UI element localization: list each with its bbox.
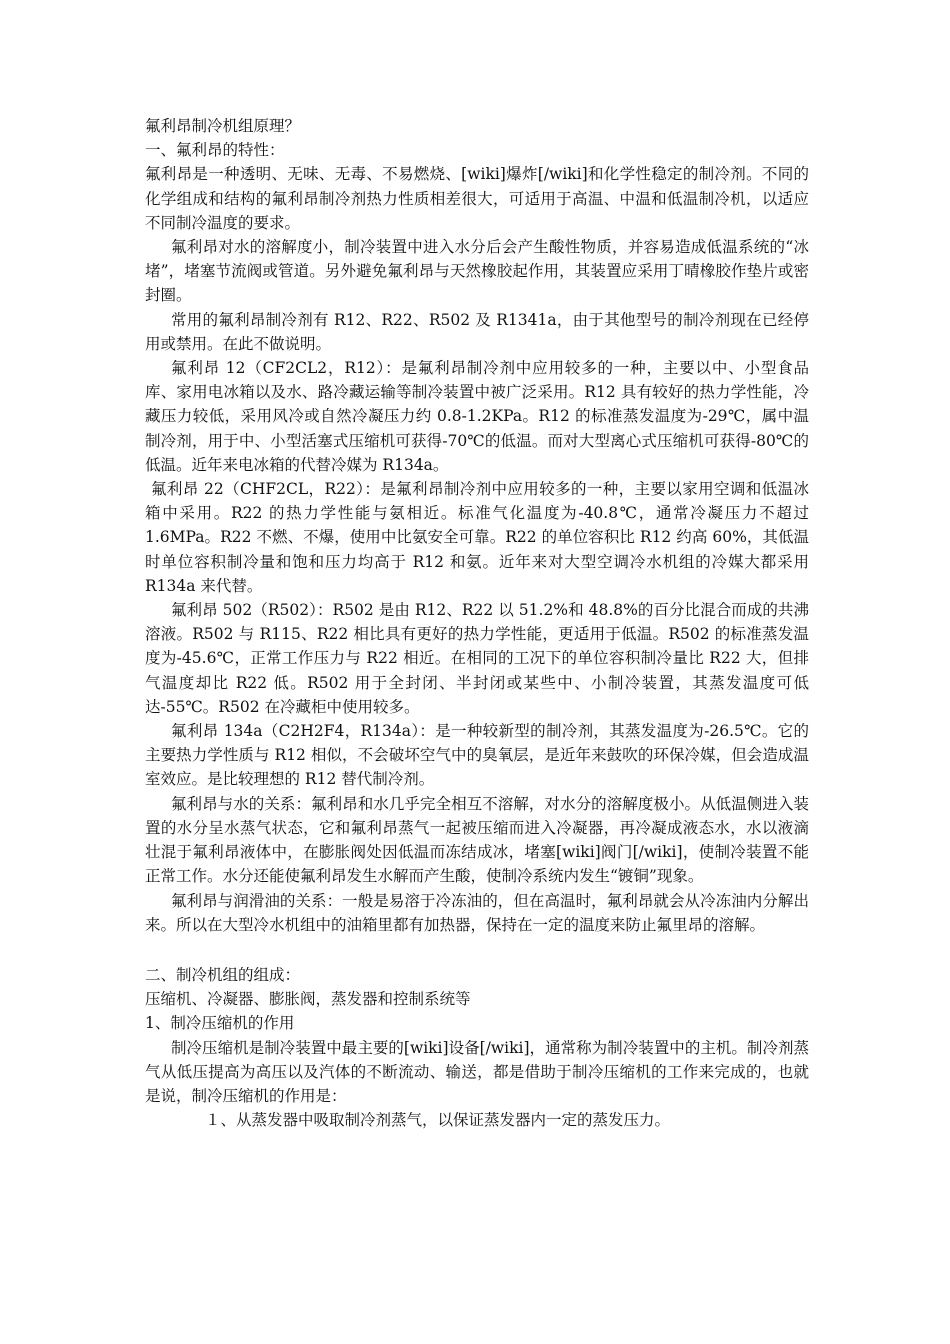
paragraph-overview: 氟利昂是一种透明、无味、无毒、不易燃烧、[wiki]爆炸[/wiki]和化学性稳定的制冷剂。不同的化学组成和结构的氟利昂制冷剂热力性质相差很大，可适用于高温、中温和低温制冷机，以适应不同制冷温度的要求。	[145, 165, 809, 232]
subsection-heading-compressor: 1、制冷压缩机的作用	[145, 1014, 295, 1033]
paragraph-r502: 氟利昂 502（R502）：R502 是由 R12、R22 以 51.2%和 48.8%的百分比混合而成的共沸溶液。R502 与 R115、R22 相比具有更好的热力学性能，更适用于低温。R502 的标准蒸发温度为-45.6℃，正常工作压力与 R22 相近。在相同的工况下的单位容积制冷量比 R22 大，但排气温度却比 R22 低。R502 用于全封闭、半封闭或某些中、小制冷装置，其蒸发温度可低达-55℃。R502 在冷藏柜中使用较多。	[145, 601, 809, 716]
paragraph-water-relation: 氟利昂与水的关系：氟利昂和水几乎完全相互不溶解，对水分的溶解度极小。从低温侧进入装置的水分呈水蒸气状态，它和氟利昂蒸气一起被压缩而进入冷凝器，再冷凝成液态水，水以液滴壮混于氟利昂液体中，在膨胀阀处因低温而冻结成冰，堵塞[wiki]阀门[/wiki]，使制冷装置不能正常工作。水分还能使氟利昂发生水解而产生酸，使制冷系统内发生“镀铜”现象。	[145, 794, 809, 886]
components-list-text: 压缩机、冷凝器、膨胀阀，蒸发器和控制系统等	[145, 990, 471, 1009]
paragraph-r22: 氟利昂 22（CHF2CL，R22）：是氟利昂制冷剂中应用较多的一种，主要以家用空调和低温冰箱中采用。R22 的热力学性能与氨相近。标准气化温度为-40.8℃，通常冷凝压力不超过 1.6MPa。R22 不燃、不爆，使用中比氨安全可靠。R22 的单位容积比 R12 约高 60%，其低温时单位容积制冷量和饱和压力均高于 R12 和氨。近年来对大型空调冷水机组的冷媒大都采用 R134a 来代替。	[145, 480, 809, 595]
paragraph-common-refrigerants: 常用的氟利昂制冷剂有 R12、R22、R502 及 R1341a，由于其他型号的制冷剂现在已经停用或禁用。在此不做说明。	[145, 310, 809, 353]
paragraph-r134a: 氟利昂 134a（C2H2F4，R134a）：是一种较新型的制冷剂，其蒸发温度为-26.5℃。它的主要热力学性质与 R12 相似，不会破坏空气中的臭氧层，是近年来鼓吹的环保冷媒，但会造成温室效应。是比较理想的 R12 替代制冷剂。	[145, 722, 809, 789]
paragraph-water-solubility: 氟利昂对水的溶解度小，制冷装置中进入水分后会产生酸性物质，并容易造成低温系统的“冰堵”，堵塞节流阀或管道。另外避免氟利昂与天然橡胶起作用，其装置应采用丁晴橡胶作垫片或密封圈。	[145, 238, 809, 305]
paragraph-compressor: 制冷压缩机是制冷装置中最主要的[wiki]设备[/wiki]，通常称为制冷装置中的主机。制冷剂蒸气从低压提高为高压以及汽体的不断流动、输送，都是借助于制冷压缩机的工作来完成的，也就是说，制冷压缩机的作用是：	[145, 1038, 809, 1105]
document-page	[145, 114, 809, 1132]
paragraph-r12: 氟利昂 12（CF2CL2，R12）：是氟利昂制冷剂中应用较多的一种，主要以中、小型食品库、家用电冰箱以及水、路冷藏运输等制冷装置中被广泛采用。R12 具有较好的热力学性能，冷藏压力较低，采用风冷或自然冷凝压力约 0.8-1.2KPa。R12 的标准蒸发温度为-29℃，属中温制冷剂，用于中、小型活塞式压缩机可获得-70℃的低温。而对大型离心式压缩机可获得-80℃的低温。近年来电冰箱的代替冷媒为 R134a。	[145, 359, 809, 474]
section-spacer	[145, 937, 809, 963]
document-title: 氟利昂制冷机组原理？	[145, 117, 301, 135]
section-heading-components: 二、制冷机组的组成：	[145, 965, 301, 984]
paragraph-oil-relation: 氟利昂与润滑油的关系：一般是易溶于冷冻油的，但在高温时，氟利昂就会从冷冻油内分解出来。所以在大型冷水机组中的油箱里都有加热器，保持在一定的温度来防止氟里昂的溶解。	[145, 891, 809, 934]
section-heading-properties: 一、氟利昂的特性：	[145, 141, 285, 160]
list-item-1: １、从蒸发器中吸取制冷剂蒸气，以保证蒸发器内一定的蒸发压力。	[205, 1111, 671, 1130]
